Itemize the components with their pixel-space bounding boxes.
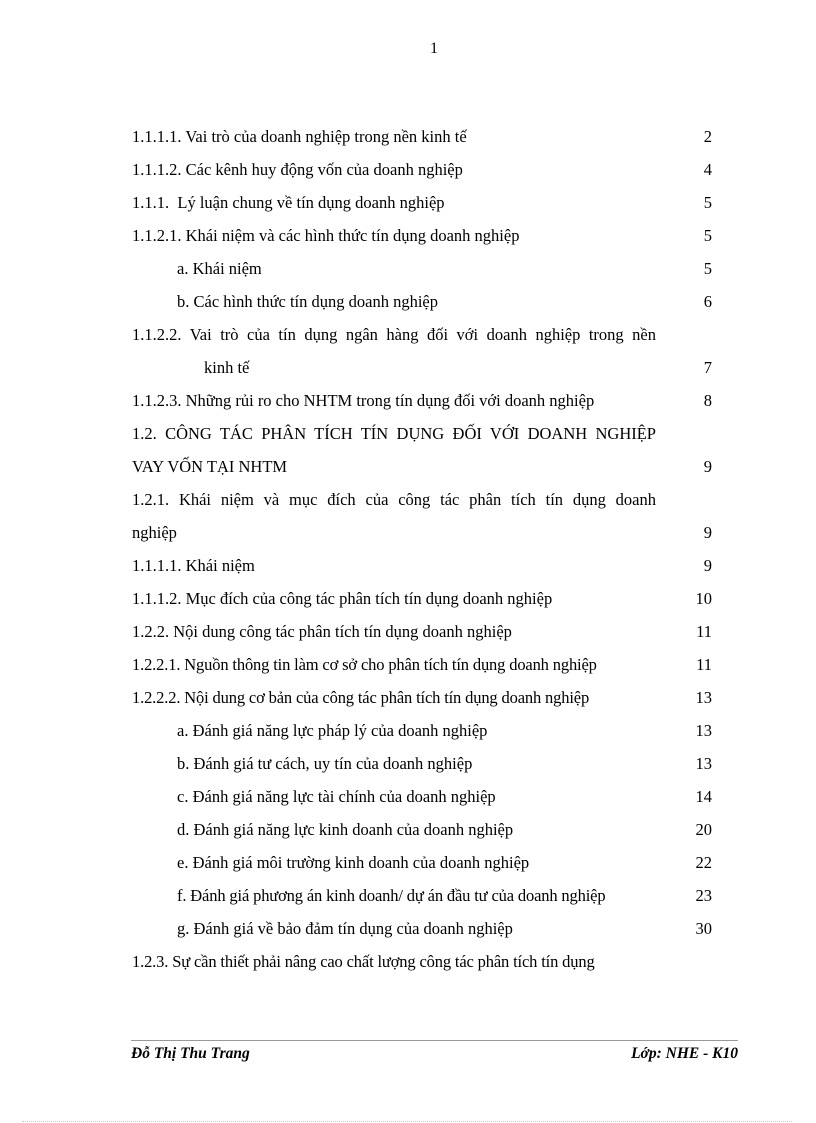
toc-entry: [132, 847, 716, 880]
toc-entry: [132, 187, 716, 220]
toc-entry: [132, 319, 716, 385]
toc-entry-page: 10: [695, 589, 712, 608]
toc-entry-title: 1.2.2.1. Nguồn thông tin làm cơ sở cho phân tích tín dụng doanh nghiệp: [132, 655, 597, 674]
toc-entry-title: 1.2.2.2. Nội dung cơ bản của công tác phân tích tín dụng doanh nghiệp: [132, 688, 590, 707]
toc-entry: [132, 385, 716, 418]
toc-entry: [132, 286, 716, 319]
toc-entry-title: b. Đánh giá tư cách, uy tín của doanh nghiệp: [177, 754, 473, 773]
toc-entry: [132, 715, 716, 748]
toc-entry: [132, 121, 716, 154]
toc-entry: [132, 154, 716, 187]
toc-entry: [132, 253, 716, 286]
toc-entry: [132, 649, 716, 682]
toc-entry-title: 1.1.2.3. Những rủi ro cho NHTM trong tín dụng đối với doanh nghiệp: [132, 391, 595, 410]
toc-entry-title: b. Các hình thức tín dụng doanh nghiệp: [177, 292, 438, 311]
toc-entry-title-line2: nghiệp: [132, 522, 177, 542]
toc-entry-page: 9: [703, 457, 712, 477]
page-bottom-edge: [22, 1121, 792, 1122]
toc-entry-page: 5: [703, 193, 712, 212]
toc-entry-title: d. Đánh giá năng lực kinh doanh của doanh nghiệp: [177, 820, 514, 839]
toc-entry-title: [132, 319, 716, 385]
toc-entry-page: 22: [695, 853, 712, 872]
toc-entry-title: a. Khái niệm: [177, 259, 262, 278]
toc-entry: [132, 814, 716, 847]
toc-entry-page: 30: [695, 919, 712, 938]
toc-entry-title-line2: VAY VỐN TẠI NHTM: [132, 456, 288, 476]
toc-entry-title: g. Đánh giá về bảo đảm tín dụng của doanh nghiệp: [177, 919, 513, 938]
toc-entry: [132, 748, 716, 781]
toc-entry-page: 11: [696, 655, 712, 674]
toc-entry-page: 13: [695, 754, 712, 773]
toc-entry-page: 8: [703, 391, 712, 410]
toc-entry-page: 2: [703, 127, 712, 146]
toc-entry-page: 13: [695, 688, 712, 707]
toc-entry-page: 7: [703, 358, 712, 378]
toc-entry: [132, 913, 716, 946]
page-number: 1: [430, 40, 438, 57]
toc-entry-page: 4: [703, 160, 712, 179]
toc-entry: [132, 616, 716, 649]
footer-divider: [131, 1040, 738, 1041]
toc-entry-title: c. Đánh giá năng lực tài chính của doanh nghiệp: [177, 787, 496, 806]
toc-entry: [132, 682, 716, 715]
toc-entry-page: 23: [695, 886, 712, 905]
toc-entry-title: 1.2.2. Nội dung công tác phân tích tín dụng doanh nghiệp: [132, 622, 512, 641]
toc-entry: [132, 550, 716, 583]
toc-entry-title-line1: 1.2.1. Khái niệm và mục đích của công tác phân tích tín dụng doanh: [132, 490, 656, 509]
toc-entry-title: 1.1.1.2. Mục đích của công tác phân tích tín dụng doanh nghiệp: [132, 589, 553, 608]
toc-entry-title-line1: 1.2. CÔNG TÁC PHÂN TÍCH TÍN DỤNG ĐỐI VỚI DOANH NGHIỆP: [132, 424, 656, 443]
toc-entry-title-line2: kinh tế: [204, 357, 250, 377]
table-of-contents: [132, 121, 716, 979]
toc-entry-page: 9: [703, 523, 712, 543]
toc-entry-title: 1.1.2.1. Khái niệm và các hình thức tín dụng doanh nghiệp: [132, 226, 520, 245]
toc-entry-page: 11: [696, 622, 712, 641]
toc-entry-title: [132, 418, 716, 484]
footer-author: Đỗ Thị Thu Trang: [131, 1045, 250, 1062]
toc-entry-page: 6: [703, 292, 712, 311]
toc-entry: [132, 484, 716, 550]
toc-entry-title: [132, 484, 716, 550]
toc-entry-title: 1.1.1.2. Các kênh huy động vốn của doanh nghiệp: [132, 160, 463, 179]
toc-entry-page: 5: [703, 226, 712, 245]
toc-entry-page: 14: [695, 787, 712, 806]
toc-entry-title: a. Đánh giá năng lực pháp lý của doanh nghiệp: [177, 721, 488, 740]
footer-class: Lớp: NHE - K10: [631, 1045, 738, 1062]
toc-entry-title: f. Đánh giá phương án kinh doanh/ dự án đầu tư của doanh nghiệp: [177, 886, 606, 905]
toc-entry-title: e. Đánh giá môi trường kinh doanh của doanh nghiệp: [177, 853, 530, 872]
toc-entry-page: 20: [695, 820, 712, 839]
toc-entry-page: 5: [703, 259, 712, 278]
toc-entry-title: 1.2.3. Sự cần thiết phải nâng cao chất lượng công tác phân tích tín dụng: [132, 952, 595, 971]
toc-entry: [132, 880, 716, 913]
toc-entry-title: 1.1.1.1. Khái niệm: [132, 556, 255, 575]
toc-entry-title: 1.1.1.1. Vai trò của doanh nghiệp trong nền kinh tế: [132, 127, 467, 146]
toc-entry-page: 13: [695, 721, 712, 740]
toc-entry: [132, 418, 716, 484]
toc-entry-title-line1: 1.1.2.2. Vai trò của tín dụng ngân hàng đối với doanh nghiệp trong nền: [132, 325, 656, 344]
page-footer: [131, 1045, 738, 1063]
toc-entry-title: 1.1.1. Lý luận chung về tín dụng doanh nghiệp: [132, 193, 445, 212]
toc-entry: [132, 946, 716, 979]
toc-entry: [132, 781, 716, 814]
toc-entry: [132, 583, 716, 616]
toc-entry-page: 9: [703, 556, 712, 575]
toc-entry: [132, 220, 716, 253]
